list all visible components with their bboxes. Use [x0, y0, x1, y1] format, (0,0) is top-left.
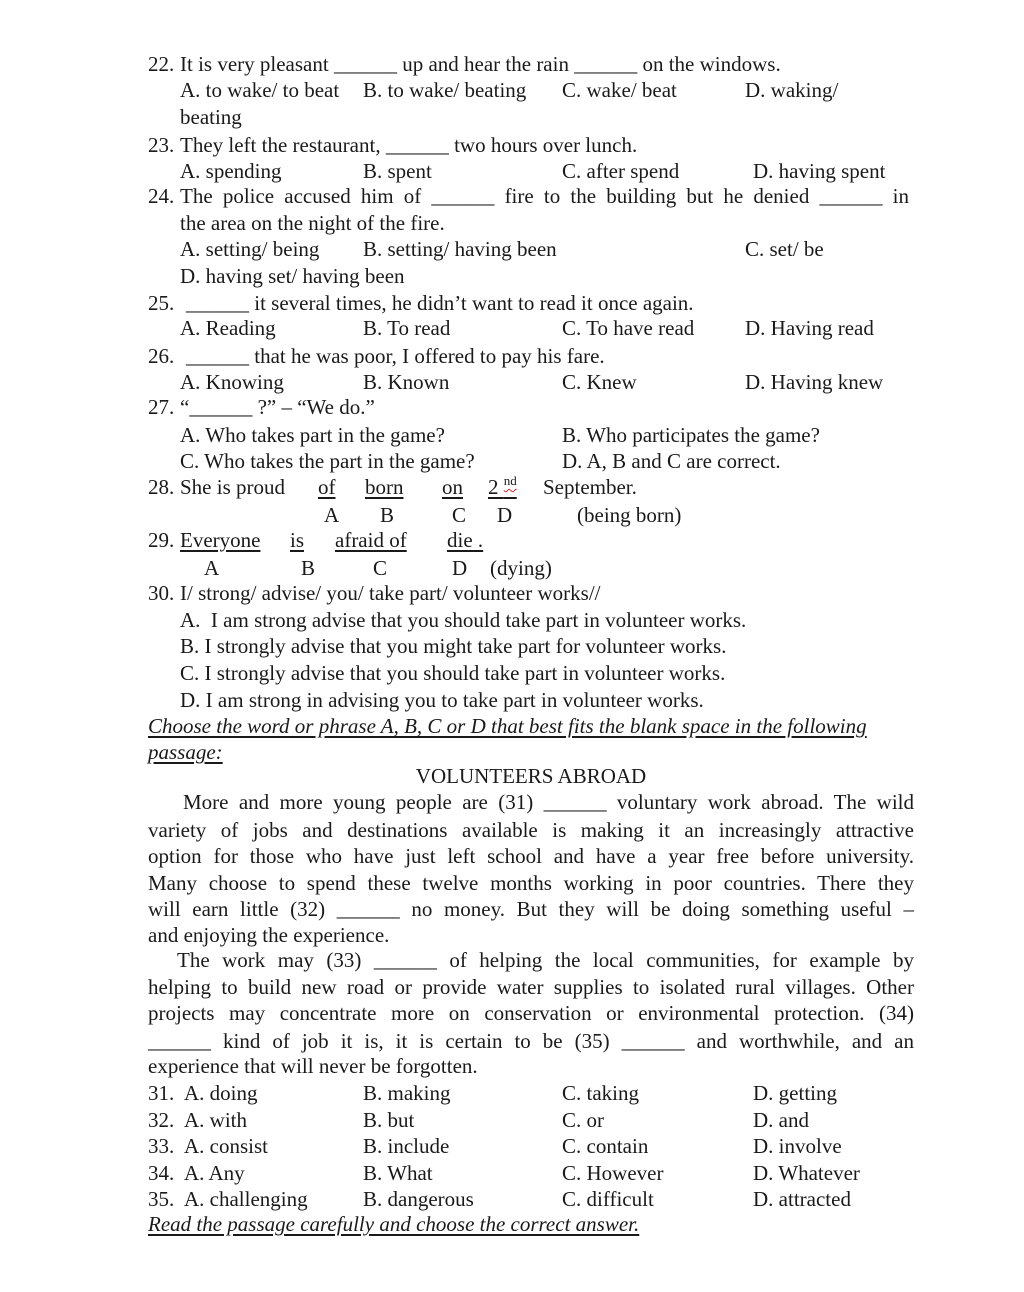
- q23-option-a: A. spending: [180, 159, 282, 183]
- q34-option-a: A. Any: [184, 1161, 245, 1185]
- q29-label-d: D: [452, 556, 468, 580]
- q27-stem: “______ ?” – “We do.”: [180, 395, 375, 419]
- q34-number: 34.: [148, 1161, 175, 1185]
- passage-line-1: More and more young people are (31) ______ voluntary work abroad. The wild: [183, 790, 914, 814]
- q22-option-d: D. waking/: [745, 78, 839, 102]
- q23-stem: They left the restaurant, ______ two hours over lunch.: [180, 133, 638, 157]
- passage-line-9: projects may concentrate more on conservation or environmental protection. (34): [148, 1001, 914, 1025]
- q29-underlined-a: Everyone: [180, 528, 261, 552]
- q28-day: 2: [488, 475, 499, 499]
- q31-option-a: A. doing: [184, 1081, 258, 1105]
- cloze-instruction-line1: Choose the word or phrase A, B, C or D that best fits the blank space in the following: [148, 714, 867, 738]
- q32-option-b: B. but: [363, 1108, 415, 1132]
- cloze-instruction-line2: passage:: [148, 740, 223, 764]
- q33-option-b: B. include: [363, 1134, 450, 1158]
- q29-underlined-c: afraid of: [335, 528, 407, 552]
- q26-option-b: B. Known: [363, 370, 450, 394]
- passage-line-5: will earn little (32) ______ no money. But they will be doing something useful –: [148, 897, 914, 921]
- q23-option-b: B. spent: [363, 159, 432, 183]
- q24-stem-line2: the area on the night of the fire.: [180, 211, 445, 235]
- q30-stem: I/ strong/ advise/ you/ take part/ volunteer works//: [180, 581, 601, 605]
- q25-option-c: C. To have read: [562, 316, 695, 340]
- q26-option-c: C. Knew: [562, 370, 637, 394]
- q31-option-b: B. making: [363, 1081, 451, 1105]
- q28-label-d: D: [497, 503, 513, 527]
- q27-option-c: C. Who takes the part in the game?: [180, 449, 475, 473]
- q27-option-b: B. Who participates the game?: [562, 423, 820, 447]
- q24-option-c: C. set/ be: [745, 237, 824, 261]
- passage-title: VOLUNTEERS ABROAD: [415, 764, 647, 788]
- q22-option-b: B. to wake/ beating: [363, 78, 527, 102]
- q34-option-c: C. However: [562, 1161, 664, 1185]
- q28-ordinal-suffix: nd: [503, 473, 517, 488]
- q22-option-a: A. to wake/ to beat: [180, 78, 340, 102]
- q35-option-b: B. dangerous: [363, 1187, 474, 1211]
- q24-option-a: A. setting/ being: [180, 237, 320, 261]
- q29-number: 29.: [148, 528, 175, 552]
- passage-line-8: helping to build new road or provide water supplies to isolated rural villages. Other: [148, 975, 914, 999]
- q22-number: 22.: [148, 52, 175, 76]
- q24-number: 24.: [148, 184, 175, 208]
- q27-number: 27.: [148, 395, 175, 419]
- q25-option-b: B. To read: [363, 316, 451, 340]
- q28-underlined-a: of: [318, 475, 336, 499]
- passage-line-2: variety of jobs and destinations available is making it an increasingly attractive: [148, 818, 914, 842]
- q26-option-a: A. Knowing: [180, 370, 284, 394]
- q24-option-d: D. having set/ having been: [180, 264, 405, 288]
- q27-option-a: A. Who takes part in the game?: [180, 423, 445, 447]
- q28-correction-note: (being born): [577, 503, 682, 527]
- q25-option-d: D. Having read: [745, 316, 874, 340]
- q23-number: 23.: [148, 133, 175, 157]
- passage-line-11: experience that will never be forgotten.: [148, 1054, 478, 1078]
- q28-label-b: B: [380, 503, 395, 527]
- q33-option-c: C. contain: [562, 1134, 649, 1158]
- q22-option-d-continued: beating: [180, 105, 242, 129]
- q30-number: 30.: [148, 581, 175, 605]
- q33-option-a: A. consist: [184, 1134, 268, 1158]
- q23-option-d: D. having spent: [753, 159, 886, 183]
- q24-option-b: B. setting/ having been: [363, 237, 557, 261]
- q33-option-d: D. involve: [753, 1134, 842, 1158]
- q25-stem: ______ it several times, he didn’t want to read it once again.: [186, 291, 694, 315]
- q25-number: 25.: [148, 291, 175, 315]
- q30-option-b: B. I strongly advise that you might take part for volunteer works.: [180, 634, 727, 658]
- q29-underlined-d: die .: [447, 528, 484, 552]
- q32-number: 32.: [148, 1108, 175, 1132]
- q31-number: 31.: [148, 1081, 175, 1105]
- q29-correction-note: (dying): [490, 556, 552, 580]
- q28-number: 28.: [148, 475, 175, 499]
- q35-number: 35.: [148, 1187, 175, 1211]
- q29-label-a: A: [204, 556, 220, 580]
- q34-option-b: B. What: [363, 1161, 433, 1185]
- q31-option-d: D. getting: [753, 1081, 837, 1105]
- q32-option-c: C. or: [562, 1108, 604, 1132]
- q26-option-d: D. Having knew: [745, 370, 884, 394]
- q26-number: 26.: [148, 344, 175, 368]
- q29-label-c: C: [373, 556, 388, 580]
- q30-option-a: A. I am strong advise that you should take part in volunteer works.: [180, 608, 747, 632]
- q28-label-c: C: [452, 503, 467, 527]
- q29-underlined-b: is: [290, 528, 305, 552]
- q26-stem: ______ that he was poor, I offered to pay his fare.: [186, 344, 605, 368]
- q35-option-c: C. difficult: [562, 1187, 654, 1211]
- q30-option-d: D. I am strong in advising you to take part in volunteer works.: [180, 688, 704, 712]
- q35-option-a: A. challenging: [184, 1187, 308, 1211]
- passage-line-4: Many choose to spend these twelve months working in poor countries. There they: [148, 871, 914, 895]
- q28-label-a: A: [324, 503, 340, 527]
- q22-stem: It is very pleasant ______ up and hear the rain ______ on the windows.: [180, 52, 781, 76]
- q32-option-a: A. with: [184, 1108, 247, 1132]
- q33-number: 33.: [148, 1134, 175, 1158]
- q30-option-c: C. I strongly advise that you should take part in volunteer works.: [180, 661, 726, 685]
- passage-line-7: The work may (33) ______ of helping the local communities, for example by: [177, 948, 914, 972]
- q28-text-end: September.: [543, 475, 637, 499]
- q31-option-c: C. taking: [562, 1081, 639, 1105]
- passage-line-6: and enjoying the experience.: [148, 923, 390, 947]
- q35-option-d: D. attracted: [753, 1187, 851, 1211]
- q23-option-c: C. after spend: [562, 159, 680, 183]
- q32-option-d: D. and: [753, 1108, 809, 1132]
- q34-option-d: D. Whatever: [753, 1161, 860, 1185]
- q22-option-c: C. wake/ beat: [562, 78, 677, 102]
- q24-stem-line1: The police accused him of ______ fire to the building but he denied ______ in: [180, 184, 909, 208]
- q28-text: She is proud: [180, 475, 285, 499]
- q25-option-a: A. Reading: [180, 316, 276, 340]
- q28-underlined-c: on: [442, 475, 463, 499]
- q27-option-d: D. A, B and C are correct.: [562, 449, 781, 473]
- q29-label-b: B: [301, 556, 316, 580]
- q28-underlined-b: born: [365, 475, 404, 499]
- q28-underlined-d: [488, 475, 517, 502]
- reading-instruction: Read the passage carefully and choose the correct answer.: [148, 1212, 640, 1236]
- passage-line-10: ______ kind of job it is, it is certain to be (35) ______ and worthwhile, and an: [148, 1029, 914, 1053]
- passage-line-3: option for those who have just left school and have a year free before university.: [148, 844, 914, 868]
